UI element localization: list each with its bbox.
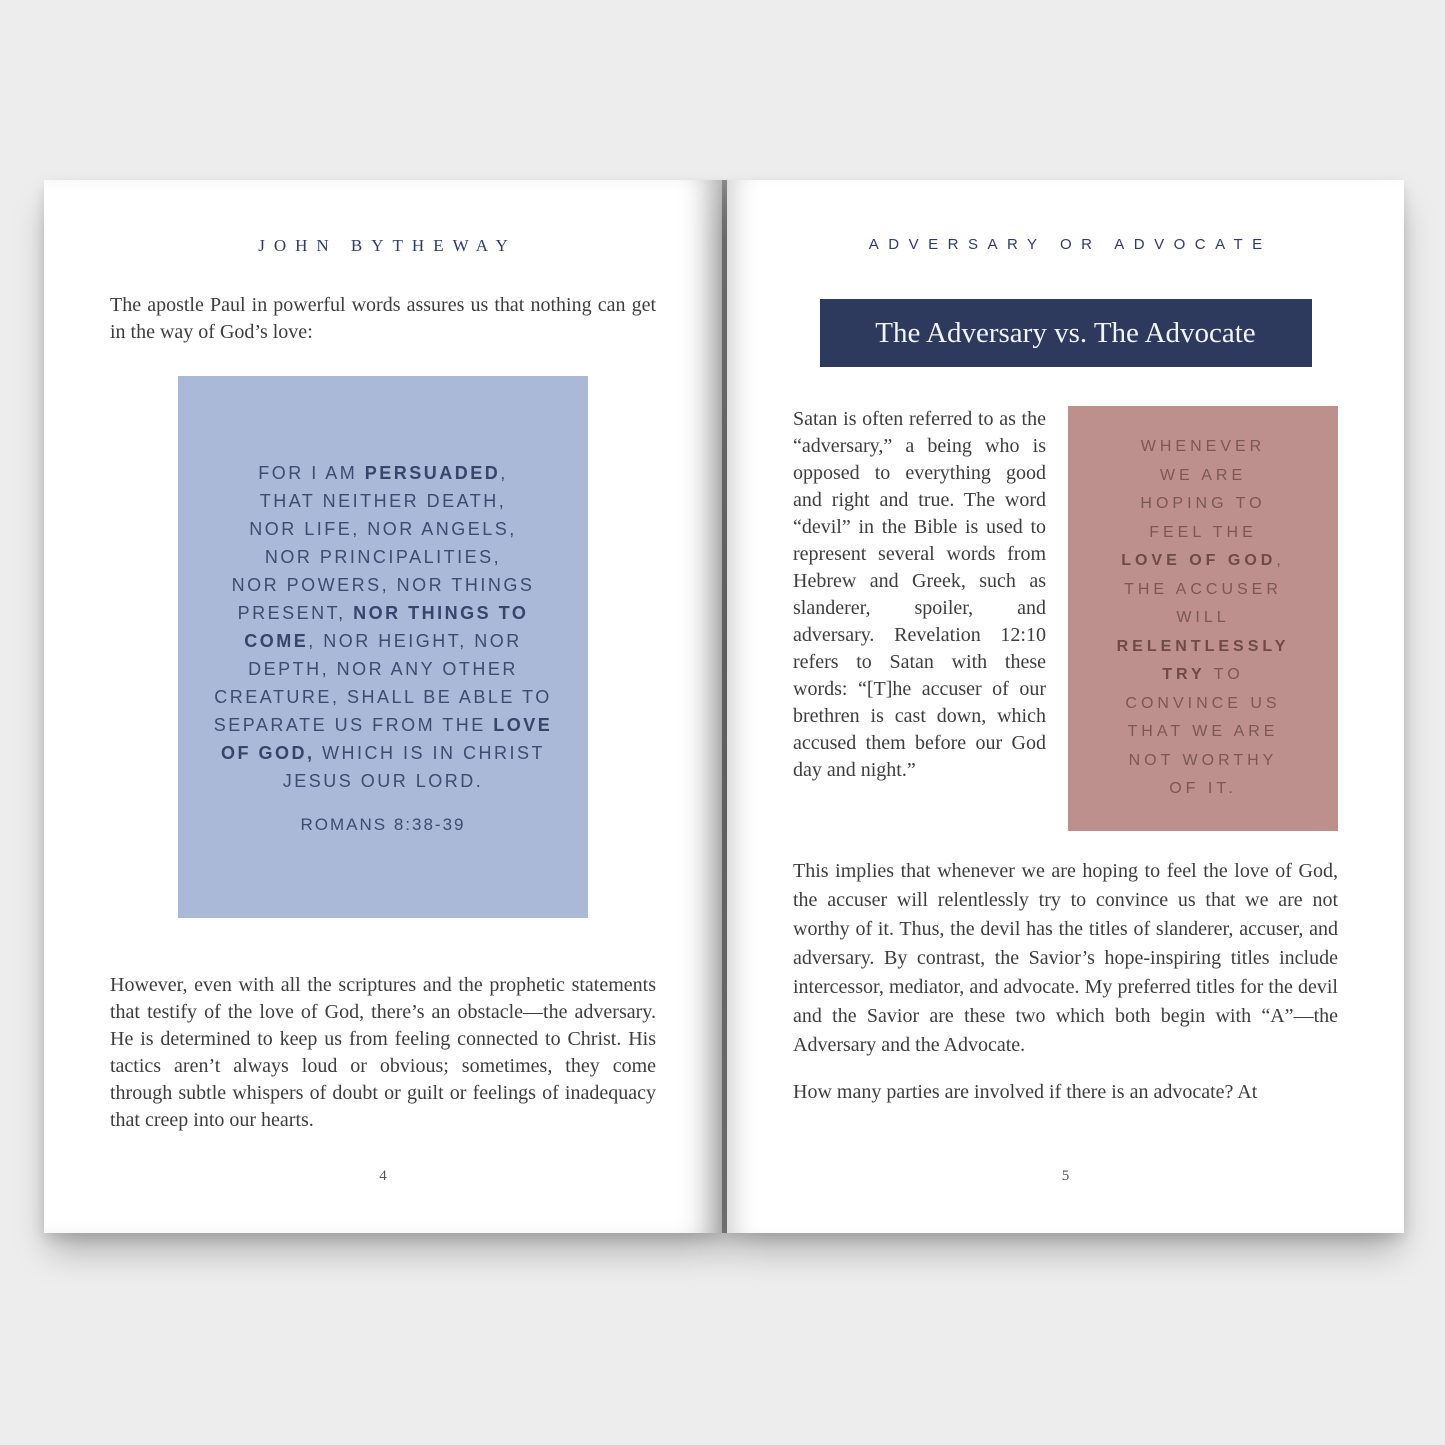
section-title-bar: The Adversary vs. The Advocate <box>820 299 1312 367</box>
body-paragraph: However, even with all the scriptures and the prophetic statements that testify of the love of God, there’s an obstacle—the adversary. He is determined to keep us from feeling connected to Christ. His tactics aren’t always loud or obvious; sometimes, they come through subtle whispers of doubt or guilt or feelings of inadequacy that creep into our hearts. <box>110 974 656 1131</box>
page-left <box>44 180 722 1233</box>
pull-quote-box <box>1068 406 1338 831</box>
pull-quote-line: THAT WE ARE <box>1127 723 1279 741</box>
book-spread <box>44 180 1404 1233</box>
scripture-reference: ROMANS 8:38-39 <box>300 815 466 834</box>
column-paragraph: Satan is often referred to as the “adversary,” a being who is opposed to everything good and right and true. The word “devil” in the Bible is used to represent several words from Hebrew and Greek, such as slanderer, spoiler, and adversary. Revelation 12:10 refers to Satan with these words: “[T]he accuser of our brethren is cast down, which accused them before our God day and night.” <box>793 408 1046 781</box>
scripture-quote-line: NOR PRINCIPALITIES, <box>264 547 502 567</box>
pull-quote-line: NOT WORTHY <box>1128 751 1278 769</box>
pull-quote-line: CONVINCE US <box>1125 694 1281 712</box>
scripture-quote-line: PRESENT, NOR THINGS TO <box>237 603 529 623</box>
scripture-quote-line: SEPARATE US FROM THE LOVE <box>213 715 553 735</box>
scripture-quote-line: FOR I AM PERSUADED, <box>258 463 508 483</box>
pull-quote-line: FEEL THE <box>1149 523 1257 541</box>
scripture-quote-lines <box>214 459 553 795</box>
running-head-author: JOHN BYTHEWAY <box>258 236 517 255</box>
scripture-quote-line: NOR POWERS, NOR THINGS <box>231 575 535 595</box>
pull-quote-line: THE ACCUSER <box>1124 580 1282 598</box>
scripture-quote-line: OF GOD, WHICH IS IN CHRIST <box>220 743 545 763</box>
continuation-paragraph: How many parties are involved if there is an advocate? At <box>793 1081 1258 1103</box>
scripture-quote-line: JESUS OUR LORD. <box>282 771 484 791</box>
body-paragraph: This implies that whenever we are hoping to feel the love of God, the accuser will relentlessly try to convince us that we are not worthy of it. Thus, the devil has the titles of slanderer, accuser, and adversary. By contrast, the Savior’s hope-inspiring titles include intercessor, mediator, and advocate. My preferred titles for the devil and the Savior are these two which both begin with “A”—the Adversary and the Advocate. <box>793 860 1338 1056</box>
page-right <box>727 180 1404 1233</box>
pull-quote-lines <box>1117 433 1290 804</box>
running-head-chapter: ADVERSARY OR ADVOCATE <box>868 236 1272 253</box>
page-number-right: 5 <box>1061 1168 1070 1184</box>
pull-quote-line: OF IT. <box>1169 780 1237 798</box>
intro-paragraph: The apostle Paul in powerful words assures us that nothing can get in the way of God’s love: <box>110 294 656 343</box>
scripture-quote-line: THAT NEITHER DEATH, <box>259 491 507 511</box>
pull-quote-line: RELENTLESSLY <box>1116 637 1290 655</box>
pull-quote-line: LOVE OF GOD, <box>1121 552 1285 570</box>
scripture-quote-line: COME, NOR HEIGHT, NOR <box>244 631 522 651</box>
scripture-quote-line: NOR LIFE, NOR ANGELS, <box>249 519 517 539</box>
scripture-quote-box <box>178 376 588 918</box>
scripture-quote-line: CREATURE, SHALL BE ABLE TO <box>214 687 552 707</box>
pull-quote-line: WHENEVER <box>1140 438 1266 456</box>
page-number-left: 4 <box>379 1168 387 1184</box>
pull-quote-line: HOPING TO <box>1140 495 1266 513</box>
text-and-pullquote-row <box>793 406 1338 831</box>
scripture-quote-line: DEPTH, NOR ANY OTHER <box>248 659 518 679</box>
pull-quote-line: WILL <box>1176 609 1230 627</box>
pull-quote-line: TRY TO <box>1162 666 1244 684</box>
pull-quote-line: WE ARE <box>1159 466 1247 484</box>
